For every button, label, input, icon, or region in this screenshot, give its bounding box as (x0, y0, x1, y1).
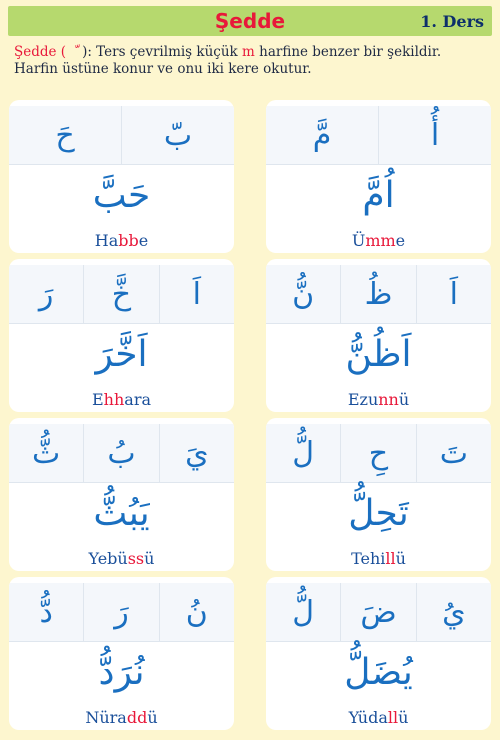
transliteration: Ezunnü (347, 390, 410, 409)
letter-cell: يُ (416, 583, 491, 641)
letter-row (9, 583, 234, 642)
letter-row (266, 265, 491, 324)
lesson-card (9, 577, 234, 730)
lesson-card (266, 259, 491, 412)
letter-cell: رَ (83, 583, 158, 641)
arabic-word: اَخَّرَ (95, 333, 148, 375)
letter-cell: بّ (121, 106, 234, 164)
intro-letter: m (242, 44, 255, 60)
letter-row (266, 424, 491, 483)
letter-row (9, 265, 234, 324)
letter-cell: خَّ (83, 265, 158, 323)
letter-row (266, 106, 491, 165)
lesson-header (8, 6, 492, 36)
letter-cell: يَ (159, 424, 234, 482)
lesson-card (266, 100, 491, 253)
lesson-title: Şedde (214, 9, 286, 33)
intro-text (14, 44, 488, 78)
letter-row (9, 106, 234, 165)
arabic-word: يُضَلُّ (344, 651, 413, 693)
intro-lead: Şedde ( (14, 44, 67, 60)
letter-cell: دُّ (39, 594, 53, 630)
letter-row (266, 583, 491, 642)
letter-cell: مَّ (312, 117, 332, 153)
letter-cell: رَ (38, 276, 54, 312)
arabic-word: تَحِلُّ (348, 492, 409, 534)
arabic-word: اَظُنُّ (345, 333, 412, 375)
letter-cell: حِ (340, 424, 415, 482)
letter-cell: حَ (55, 117, 75, 153)
transliteration: Ümme (351, 231, 406, 250)
arabic-word: نُرَدُّ (98, 651, 145, 693)
transliteration: Tehillü (351, 549, 406, 568)
letter-cell: بُ (83, 424, 158, 482)
lesson-card (9, 418, 234, 571)
lesson-number: 1. Ders (420, 12, 484, 31)
transliteration: Nüraddü (85, 708, 158, 727)
shadda-symbol (66, 44, 82, 61)
intro-line2: Harfin üstüne konur ve onu iki kere okutur. (14, 61, 312, 77)
letter-cell: اَ (416, 265, 491, 323)
letter-cell: ثُّ (32, 435, 61, 471)
transliteration: Yebüssü (88, 549, 155, 568)
transliteration: Habbe (94, 231, 149, 250)
letter-row (9, 424, 234, 483)
letter-cell: نُّ (292, 276, 315, 312)
transliteration: Ehhara (91, 390, 152, 409)
lesson-card (9, 100, 234, 253)
transliteration: Yüdallü (348, 708, 409, 727)
intro-tail: harfine benzer bir şekildir. (254, 44, 442, 60)
arabic-word: اُمَّ (362, 174, 395, 216)
lesson-card (266, 418, 491, 571)
letter-cell: تَ (416, 424, 491, 482)
letter-cell: اَ (159, 265, 234, 323)
letter-cell: لُّ (292, 594, 315, 630)
letter-cell: أُ (378, 106, 491, 164)
intro-mid: ): Ters çevrilmiş küçük (82, 44, 243, 60)
letter-cell: ضَ (340, 583, 415, 641)
arabic-word: يَبُثُّ (93, 492, 150, 534)
lesson-card (9, 259, 234, 412)
letter-cell: نُ (159, 583, 234, 641)
letter-cell: لُّ (292, 435, 315, 471)
arabic-word: حَبَّ (92, 174, 151, 216)
lesson-card (266, 577, 491, 730)
letter-cell: ظُ (340, 265, 415, 323)
